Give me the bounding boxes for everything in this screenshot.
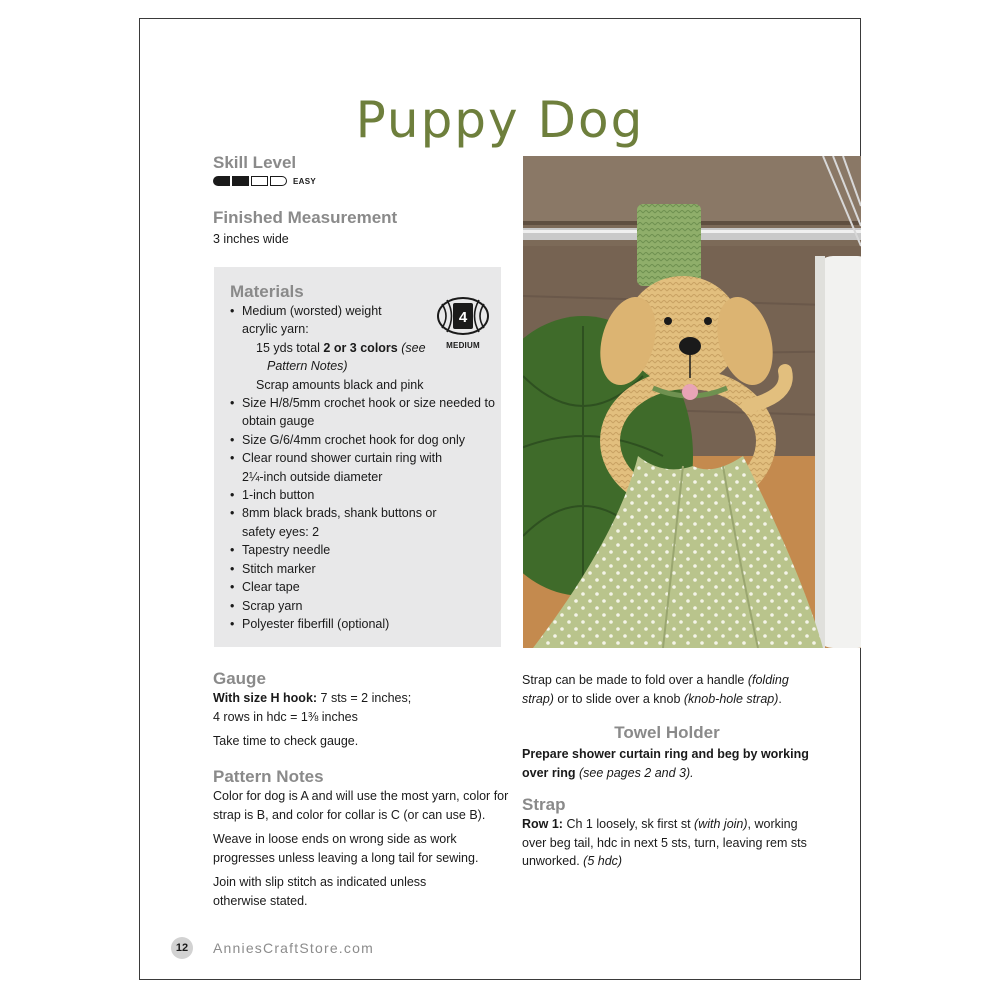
gauge-line-2: 4 rows in hdc = 1⅜ inches (213, 709, 358, 724)
material-item: • Size G/6/4mm crochet hook for dog only (230, 431, 500, 449)
gauge-check: Take time to check gauge. (213, 734, 359, 748)
pattern-notes-section (213, 767, 513, 910)
skill-segment-2 (232, 176, 249, 186)
material-item-detail: 15 yds total 2 or 3 colors (see (256, 340, 426, 355)
finished-measurement-section (213, 208, 397, 249)
pattern-page (139, 18, 861, 980)
gauge-heading: Gauge (213, 669, 266, 688)
pattern-note-2: Weave in loose ends on wrong side as work progresses unless leaving a long tail for sewing. (213, 832, 479, 865)
footer-site-link[interactable]: AnniesCraftStore.com (213, 940, 374, 956)
material-item: • Tapestry needle (230, 541, 500, 559)
project-photo (523, 156, 861, 648)
material-item: • Polyester fiberfill (optional) (230, 615, 500, 633)
finished-measurement-text: 3 inches wide (213, 232, 289, 246)
yarn-weight-label: MEDIUM (446, 341, 480, 350)
strap-row-1: Row 1: Ch 1 loosely, sk first st (with join), working over beg tail, hdc in next 5 sts, turn, leaving rem sts unworked. (5 hdc) (522, 817, 807, 868)
pattern-notes-heading: Pattern Notes (213, 767, 324, 786)
skill-level-heading: Skill Level (213, 153, 297, 172)
material-item-cont: safety eyes: 2 (242, 524, 320, 539)
strap-intro: Strap can be made to fold over a handle (folding strap) or to slide over a knob (knob-hole strap). (522, 673, 789, 706)
gauge-section (213, 669, 513, 751)
page-title: Puppy Dog (355, 91, 645, 149)
pattern-note-1: Color for dog is A and will use the most yarn, color for strap is B, and color for collar is C (or can use B). (213, 789, 509, 822)
strap-heading: Strap (522, 795, 566, 814)
material-item: • Medium (worsted) weight (230, 302, 500, 320)
material-item: • 8mm black brads, shank buttons or (230, 504, 500, 522)
materials-box (214, 267, 501, 647)
material-item: • Clear tape (230, 578, 500, 596)
towel-holder-heading: Towel Holder (614, 723, 720, 742)
material-item: • Stitch marker (230, 560, 500, 578)
material-item: • Scrap yarn (230, 597, 500, 615)
material-item-cont: acrylic yarn: (242, 322, 309, 337)
right-column (522, 671, 832, 871)
skill-level-label: EASY (293, 176, 316, 186)
pattern-note-3: Join with slip stitch as indicated unless otherwise stated. (213, 875, 427, 908)
skill-segment-1 (213, 176, 230, 186)
skill-segment-3 (251, 176, 268, 186)
material-item: • Size H/8/5mm crochet hook or size needed to (230, 394, 500, 412)
material-item-detail: Pattern Notes) (267, 359, 348, 374)
materials-heading: Materials (230, 282, 304, 301)
material-item-cont: 2¼-inch outside diameter (242, 469, 383, 484)
yarn-weight-number: 4 (458, 309, 468, 326)
finished-measurement-heading: Finished Measurement (213, 208, 398, 227)
materials-list (230, 302, 500, 633)
material-item: • Clear round shower curtain ring with (230, 449, 500, 467)
skill-level-section (213, 153, 316, 186)
gauge-line-1: With size H hook: 7 sts = 2 inches; (213, 691, 412, 705)
page-number: 12 (171, 937, 193, 959)
material-item-detail: Scrap amounts black and pink (256, 377, 424, 392)
material-item: • 1-inch button (230, 486, 500, 504)
towel-holder-text: Prepare shower curtain ring and beg by working over ring (see pages 2 and 3). (522, 747, 809, 780)
material-item-cont: obtain gauge (242, 414, 315, 429)
skill-level-indicator (213, 176, 316, 186)
skill-segment-4 (270, 176, 287, 186)
crochet-dog-towel-holder-image (523, 156, 861, 648)
